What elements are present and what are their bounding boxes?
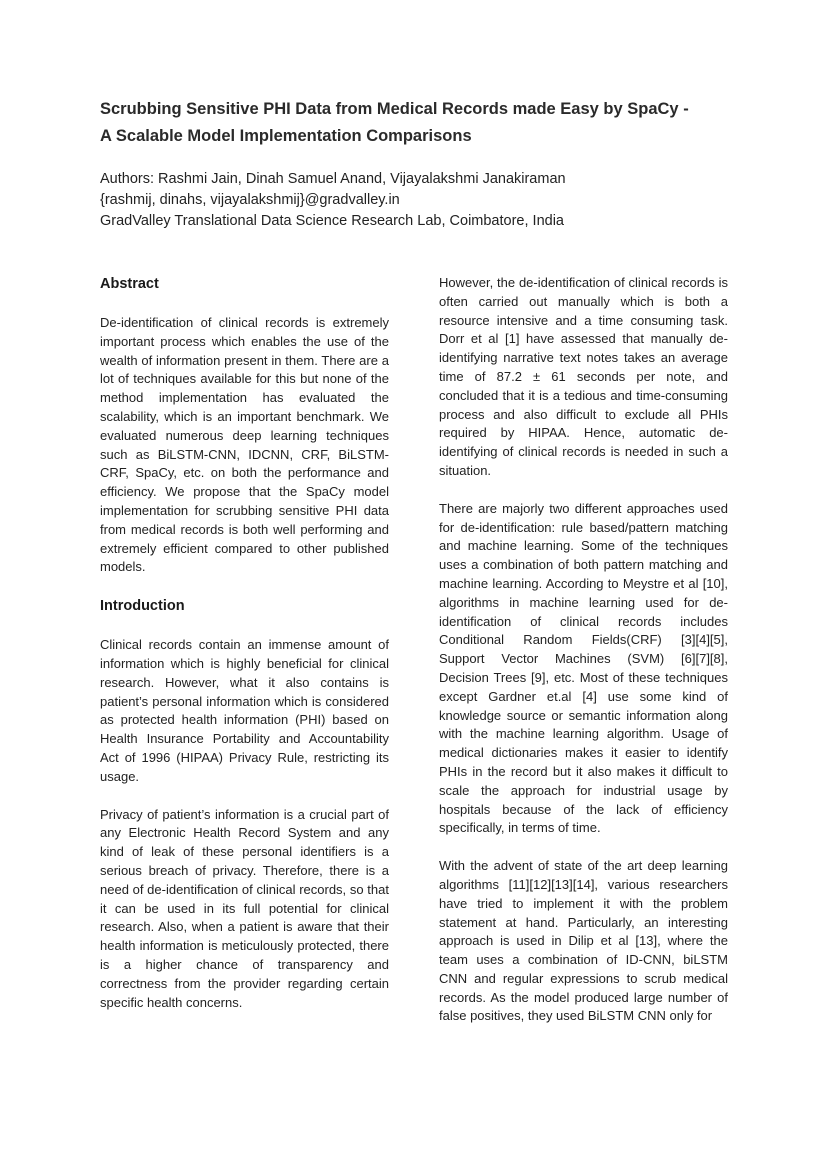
intro-paragraph-1: Clinical records contain an immense amount of information which is highly beneficial for clinical research. However, what it also contains is patient’s personal information which is considered as protected health information (PHI) based on Health Insurance Portability and Accountability Act of 1996 (HIPAA) Privacy Rule, restricting its usage. [100, 637, 389, 784]
authors: Authors: Rashmi Jain, Dinah Samuel Anand, Vijayalakshmi Janakiraman [100, 171, 566, 187]
title-line-1: Scrubbing Sensitive PHI Data from Medical Records made Easy by SpaCy - [100, 100, 689, 118]
left-column [100, 274, 389, 1031]
right-paragraph-3: With the advent of state of the art deep learning algorithms [11][12][13][14], various researchers have tried to implement it with the problem statement at hand. Particularly, an interesting approach is used in Dilip et al [13], where the team uses a combination of ID-CNN, biLSTM CNN and regular expressions to scrub medical records. As the model produced large number of false positives, they used BiLSTM CNN only for [439, 858, 728, 1024]
abstract-text: De-identification of clinical records is extremely important process which enables the use of the wealth of information present in them. There are a lot of techniques available for this but none of the method implementation has evaluated the scalability, which is an important benchmark. We evaluated numerous deep learning techniques such as BiLSTM-CNN, IDCNN, CRF, BiLSTM-CRF, SpaCy, etc. on both the performance and efficiency. We propose that the SpaCy model implementation for scrubbing sensitive PHI data from medical records is both well performing and extremely efficient compared to other published models. [100, 315, 389, 575]
affiliation: GradValley Translational Data Science Research Lab, Coimbatore, India [100, 213, 564, 229]
abstract-heading: Abstract [100, 276, 159, 292]
right-column [439, 274, 728, 1045]
intro-paragraph-2: Privacy of patient’s information is a crucial part of any Electronic Health Record System and any kind of leak of these personal identifiers is a serious breach of privacy. Therefore, there is a need of de-identification of clinical records, so that it can be used in its full potential for clinical research. Also, when a patient is aware that their health information is meticulously protected, there is a higher chance of transparency and correctness from the provider regarding certain specific health concerns. [100, 806, 389, 1010]
author-emails: {rashmij, dinahs, vijayalakshmij}@gradvalley.in [100, 192, 400, 208]
author-block [100, 169, 740, 232]
right-paragraph-1: However, the de-identification of clinical records is often carried out manually which is both a resource intensive and a time consuming task. Dorr et al [1] have assessed that manually de-identifying narrative text notes takes an average time of 87.2 ± 61 seconds per note, and concluded that it is a tedious and time-consuming process and also difficult to exclude all PHIs required by HIPAA. Hence, automatic de-identifying of clinical records is needed in such a situation. [439, 275, 728, 478]
paper-title [100, 96, 740, 150]
introduction-heading: Introduction [100, 598, 185, 615]
right-paragraph-2: There are majorly two different approaches used for de-identification: rule based/pattern matching and machine learning. Some of the techniques uses a combination of both pattern matching and machine learning. According to Meystre et al [10], algorithms in machine learning used for de-identification of clinical records includes Conditional Random Fields(CRF) [3][4][5], Support Vector Machines (SVM) [6][7][8], Decision Trees [9], etc. Most of these techniques except Gardner et.al [4] use some kind of knowledge source or semantic information along with the machine learning algorithm. Usage of medical dictionaries makes it easier to identify PHIs in the record but it also makes it difficult to scale the approach for industrial usage by hospitals because of the lack of efficiency specifically, in terms of time. [439, 500, 728, 836]
title-line-2: A Scalable Model Implementation Comparisons [100, 127, 472, 145]
